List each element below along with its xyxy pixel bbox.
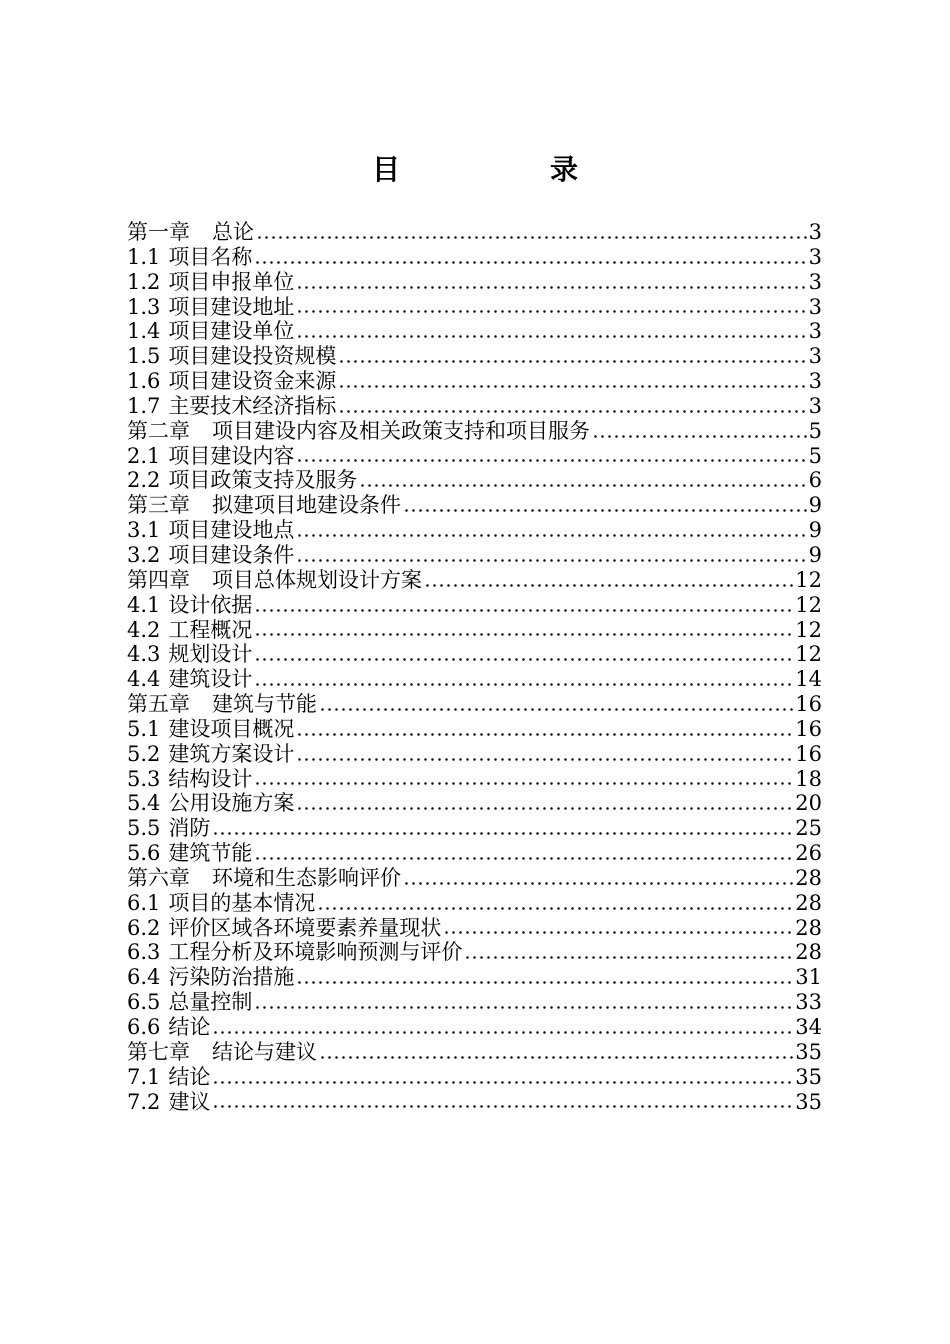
toc-dot-leader xyxy=(441,916,795,941)
toc-entry-title: 公用设施方案 xyxy=(168,791,295,816)
toc-section-number: 1.5 xyxy=(127,344,161,369)
toc-page-number: 28 xyxy=(795,890,822,915)
toc-entry-title: 项目建设内容及相关政策支持和项目服务 xyxy=(212,418,590,443)
toc-section-entry[interactable] xyxy=(127,816,822,841)
toc-entry-label xyxy=(127,419,590,444)
toc-section-number: 4.4 xyxy=(127,667,161,692)
toc-page-number: 12 xyxy=(795,642,822,667)
toc-section-entry[interactable] xyxy=(127,468,822,493)
toc-section-entry[interactable] xyxy=(127,891,822,916)
toc-dot-leader xyxy=(294,543,808,568)
toc-entry-title: 项目的基本情况 xyxy=(168,890,316,915)
toc-page-number: 9 xyxy=(808,518,822,543)
toc-entry-label xyxy=(127,990,252,1015)
toc-page-number: 31 xyxy=(795,965,822,990)
toc-entry-label xyxy=(127,965,294,990)
toc-section-entry[interactable] xyxy=(127,394,822,419)
toc-dot-leader xyxy=(317,692,795,717)
toc-page-number: 3 xyxy=(808,269,822,294)
title-char-2: 录 xyxy=(550,153,579,186)
toc-page-number: 12 xyxy=(795,567,822,592)
toc-entry-label xyxy=(127,1015,210,1040)
toc-dot-leader xyxy=(252,667,795,692)
toc-chapter-number: 第六章 xyxy=(127,865,190,890)
toc-dot-leader xyxy=(210,816,795,841)
toc-entry-title: 总论 xyxy=(212,220,254,244)
toc-dot-leader xyxy=(252,642,795,667)
toc-section-entry[interactable] xyxy=(127,1015,822,1040)
toc-chapter-entry[interactable] xyxy=(127,419,822,444)
toc-dot-leader xyxy=(336,394,808,419)
toc-entry-label xyxy=(127,270,294,295)
toc-entry-title: 消防 xyxy=(168,816,211,841)
toc-chapter-number: 第一章 xyxy=(127,220,190,244)
toc-section-entry[interactable] xyxy=(127,618,822,643)
toc-page-number: 3 xyxy=(808,369,822,394)
toc-section-number: 3.1 xyxy=(127,518,161,543)
toc-entry-title: 环境和生态影响评价 xyxy=(212,865,401,890)
toc-section-number: 7.2 xyxy=(127,1089,161,1114)
toc-section-number: 5.6 xyxy=(127,841,161,866)
toc-entry-label xyxy=(127,692,317,717)
toc-section-number: 1.4 xyxy=(127,319,161,344)
toc-entry-title: 建筑节能 xyxy=(168,841,253,866)
toc-page-number: 18 xyxy=(795,766,822,791)
toc-entry-title: 建筑方案设计 xyxy=(168,741,295,766)
toc-chapter-entry[interactable] xyxy=(127,568,822,593)
toc-section-entry[interactable] xyxy=(127,1090,822,1115)
toc-section-number: 6.1 xyxy=(127,890,161,915)
toc-section-entry[interactable] xyxy=(127,990,822,1015)
toc-entry-title: 总量控制 xyxy=(168,990,253,1015)
toc-dot-leader xyxy=(252,990,795,1015)
toc-section-entry[interactable] xyxy=(127,916,822,941)
toc-section-entry[interactable] xyxy=(127,543,822,568)
toc-section-entry[interactable] xyxy=(127,767,822,792)
toc-section-number: 7.1 xyxy=(127,1064,161,1089)
toc-entry-label xyxy=(127,767,252,792)
toc-section-entry[interactable] xyxy=(127,667,822,692)
title-char-1: 目 xyxy=(371,153,400,186)
toc-entry-title: 设计依据 xyxy=(168,592,253,617)
toc-page-number: 3 xyxy=(808,393,822,418)
toc-dot-leader xyxy=(294,717,795,742)
toc-dot-leader xyxy=(210,1090,795,1115)
toc-entry-label xyxy=(127,220,254,245)
toc-dot-leader xyxy=(317,1040,795,1065)
toc-entry-label xyxy=(127,791,294,816)
toc-page-number: 35 xyxy=(795,1064,822,1089)
toc-page-number: 12 xyxy=(795,617,822,642)
toc-entry-label xyxy=(127,717,294,742)
toc-chapter-number: 第五章 xyxy=(127,692,190,717)
toc-chapter-number: 第七章 xyxy=(127,1039,190,1064)
toc-chapter-number: 第二章 xyxy=(127,418,190,443)
toc-entry-title: 项目政策支持及服务 xyxy=(168,468,358,493)
toc-page-number: 5 xyxy=(808,418,822,443)
toc-section-entry[interactable] xyxy=(127,742,822,767)
toc-section-number: 5.2 xyxy=(127,741,161,766)
toc-section-entry[interactable] xyxy=(127,940,822,965)
page-title xyxy=(0,148,950,192)
toc-section-entry[interactable] xyxy=(127,295,822,320)
toc-chapter-entry[interactable] xyxy=(127,220,822,245)
toc-page-number: 16 xyxy=(795,741,822,766)
toc-entry-title: 项目建设投资规模 xyxy=(168,344,337,369)
toc-entry-title: 项目名称 xyxy=(168,244,253,269)
toc-entry-title: 评价区域各环境要素养量现状 xyxy=(168,915,442,940)
toc-section-entry[interactable] xyxy=(127,965,822,990)
toc-dot-leader xyxy=(294,270,808,295)
toc-section-number: 2.2 xyxy=(127,468,161,493)
toc-entry-title: 项目建设单位 xyxy=(168,319,295,344)
toc-dot-leader xyxy=(422,568,795,593)
toc-entry-label xyxy=(127,667,252,692)
toc-section-number: 6.3 xyxy=(127,940,161,965)
toc-page-number: 33 xyxy=(795,990,822,1015)
toc-chapter-number: 第三章 xyxy=(127,493,190,518)
toc-entry-title: 项目建设内容 xyxy=(168,443,295,468)
toc-dot-leader xyxy=(252,245,808,270)
toc-dot-leader xyxy=(294,965,795,990)
toc-entry-label xyxy=(127,1065,210,1090)
toc-entry-title: 结论 xyxy=(168,1015,211,1039)
toc-section-number: 6.2 xyxy=(127,915,161,940)
toc-chapter-entry[interactable] xyxy=(127,692,822,717)
toc-entry-title: 建议 xyxy=(168,1089,211,1114)
toc-entry-title: 结论与建议 xyxy=(212,1039,317,1064)
toc-section-entry[interactable] xyxy=(127,518,822,543)
toc-entry-title: 项目建设资金来源 xyxy=(168,369,337,394)
toc-entry-label xyxy=(127,742,294,767)
toc-page-number: 6 xyxy=(808,468,822,493)
toc-section-number: 1.2 xyxy=(127,269,161,294)
toc-section-entry[interactable] xyxy=(127,1065,822,1090)
toc-entry-title: 项目建设条件 xyxy=(168,542,295,567)
toc-entry-label xyxy=(127,518,294,543)
toc-section-number: 5.1 xyxy=(127,716,161,741)
toc-page-number: 9 xyxy=(808,542,822,567)
toc-entry-title: 规划设计 xyxy=(168,642,253,667)
toc-dot-leader xyxy=(357,468,808,493)
toc-chapter-number: 第四章 xyxy=(127,567,190,592)
toc-page-number: 26 xyxy=(795,841,822,866)
toc-dot-leader xyxy=(254,220,809,245)
toc-section-number: 5.4 xyxy=(127,791,161,816)
toc-page-number: 5 xyxy=(808,443,822,468)
toc-entry-label xyxy=(127,543,294,568)
toc-section-entry[interactable] xyxy=(127,791,822,816)
toc-entry-title: 结论 xyxy=(168,1064,211,1089)
toc-dot-leader xyxy=(294,319,808,344)
toc-entry-label xyxy=(127,1090,210,1115)
toc-section-number: 1.7 xyxy=(127,393,161,418)
toc-section-entry[interactable] xyxy=(127,444,822,469)
toc-page-number: 16 xyxy=(795,692,822,717)
toc-entry-title: 工程分析及环境影响预测与评价 xyxy=(168,940,463,965)
toc-dot-leader xyxy=(252,841,795,866)
toc-page-number: 25 xyxy=(795,816,822,841)
toc-entry-label xyxy=(127,568,422,593)
toc-dot-leader xyxy=(294,295,808,320)
toc-entry-label xyxy=(127,245,252,270)
toc-dot-leader xyxy=(252,767,795,792)
toc-page-number: 14 xyxy=(795,667,822,692)
toc-page-number: 20 xyxy=(795,791,822,816)
toc-page-number: 28 xyxy=(795,915,822,940)
toc-section-number: 6.4 xyxy=(127,965,161,990)
toc-entry-label xyxy=(127,344,336,369)
toc-entry-label xyxy=(127,1040,317,1065)
toc-dot-leader xyxy=(462,940,795,965)
toc-dot-leader xyxy=(294,791,795,816)
toc-entry-label xyxy=(127,816,210,841)
toc-entry-title: 主要技术经济指标 xyxy=(168,393,337,418)
toc-page-number: 9 xyxy=(808,493,822,518)
toc-section-number: 4.1 xyxy=(127,592,161,617)
toc-chapter-entry[interactable] xyxy=(127,493,822,518)
toc-entry-label xyxy=(127,891,315,916)
toc-dot-leader xyxy=(590,419,809,444)
toc-section-entry[interactable] xyxy=(127,841,822,866)
toc-dot-leader xyxy=(336,344,808,369)
toc-section-entry[interactable] xyxy=(127,270,822,295)
toc-section-number: 1.3 xyxy=(127,294,161,319)
toc-section-entry[interactable] xyxy=(127,717,822,742)
toc-page-number: 34 xyxy=(795,1015,822,1039)
toc-dot-leader xyxy=(401,866,795,891)
toc-section-number: 5.5 xyxy=(127,816,161,841)
toc-entry-label xyxy=(127,468,357,493)
toc-page-number: 16 xyxy=(795,716,822,741)
toc-entry-title: 建筑设计 xyxy=(168,667,253,692)
toc-section-number: 3.2 xyxy=(127,542,161,567)
toc-entry-label xyxy=(127,866,401,891)
toc-section-number: 4.3 xyxy=(127,642,161,667)
toc-entry-label xyxy=(127,841,252,866)
toc-entry-label xyxy=(127,916,441,941)
toc-entry-title: 工程概况 xyxy=(168,617,253,642)
toc-dot-leader xyxy=(210,1065,795,1090)
toc-page-number: 3 xyxy=(808,244,822,269)
toc-entry-title: 污染防治措施 xyxy=(168,965,295,990)
toc-entry-title: 项目建设地点 xyxy=(168,518,295,543)
toc-dot-leader xyxy=(252,618,795,643)
toc-section-number: 2.1 xyxy=(127,443,161,468)
toc-entry-title: 项目建设地址 xyxy=(168,294,295,319)
toc-entry-label xyxy=(127,394,336,419)
toc-chapter-entry[interactable] xyxy=(127,1040,822,1065)
toc-dot-leader xyxy=(401,493,809,518)
toc-page-number: 35 xyxy=(795,1089,822,1114)
toc-page-number: 28 xyxy=(795,940,822,965)
toc-entry-title: 结构设计 xyxy=(168,766,253,791)
toc-section-entry[interactable] xyxy=(127,319,822,344)
toc-entry-label xyxy=(127,319,294,344)
toc-section-number: 6.6 xyxy=(127,1015,161,1039)
toc-chapter-entry[interactable] xyxy=(127,866,822,891)
toc-entry-label xyxy=(127,295,294,320)
toc-section-entry[interactable] xyxy=(127,642,822,667)
toc-page-number: 12 xyxy=(795,592,822,617)
toc-page-number: 3 xyxy=(808,319,822,344)
toc-entry-title: 拟建项目地建设条件 xyxy=(212,493,401,518)
toc-entry-label xyxy=(127,369,336,394)
toc-page-number: 28 xyxy=(795,865,822,890)
toc-dot-leader xyxy=(294,742,795,767)
toc-page-number: 35 xyxy=(795,1039,822,1064)
toc-dot-leader xyxy=(336,369,808,394)
toc-dot-leader xyxy=(294,518,808,543)
toc-dot-leader xyxy=(315,891,795,916)
toc-entry-title: 建设项目概况 xyxy=(168,716,295,741)
toc-dot-leader xyxy=(294,444,808,469)
toc-entry-title: 建筑与节能 xyxy=(212,692,317,717)
toc-section-entry[interactable] xyxy=(127,593,822,618)
toc-page-number: 3 xyxy=(808,344,822,369)
toc-entry-label xyxy=(127,593,252,618)
toc-section-entry[interactable] xyxy=(127,245,822,270)
table-of-contents xyxy=(127,220,822,1114)
toc-section-entry[interactable] xyxy=(127,369,822,394)
toc-dot-leader xyxy=(252,593,795,618)
toc-entry-label xyxy=(127,444,294,469)
toc-entry-label xyxy=(127,618,252,643)
toc-section-number: 1.6 xyxy=(127,369,161,394)
toc-entry-title: 项目总体规划设计方案 xyxy=(212,567,422,592)
toc-entry-title: 项目申报单位 xyxy=(168,269,295,294)
toc-dot-leader xyxy=(210,1015,795,1040)
toc-section-number: 1.1 xyxy=(127,244,161,269)
toc-section-entry[interactable] xyxy=(127,344,822,369)
toc-entry-label xyxy=(127,493,401,518)
toc-section-number: 6.5 xyxy=(127,990,161,1015)
toc-entry-label xyxy=(127,940,462,965)
toc-page-number: 3 xyxy=(808,294,822,319)
toc-page-number: 3 xyxy=(808,220,822,244)
toc-entry-label xyxy=(127,642,252,667)
toc-section-number: 4.2 xyxy=(127,617,161,642)
toc-section-number: 5.3 xyxy=(127,766,161,791)
